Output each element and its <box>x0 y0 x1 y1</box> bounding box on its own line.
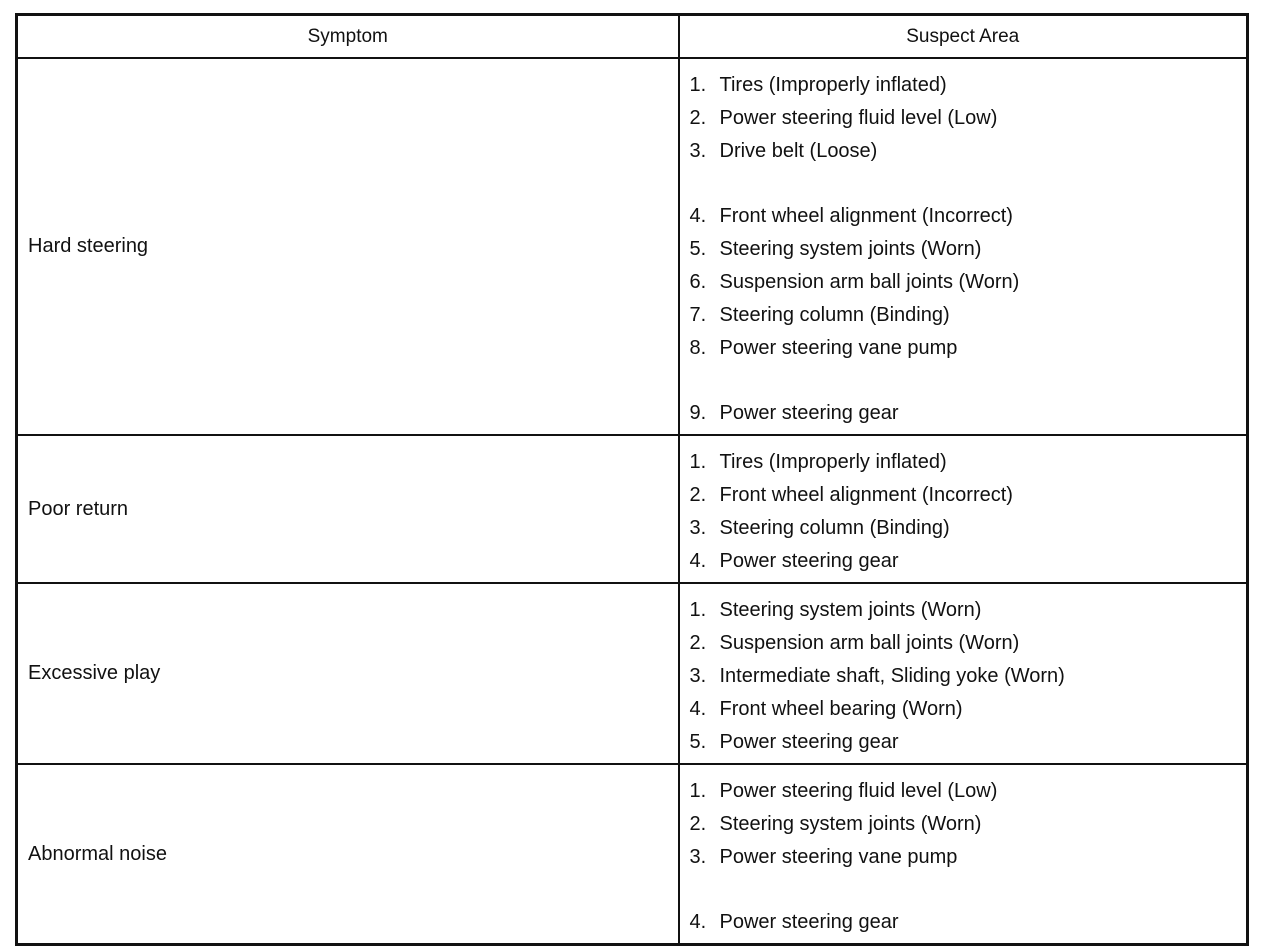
symptom-column-header: Symptom <box>17 15 679 59</box>
item-number: 4. <box>689 550 707 572</box>
list-item <box>680 102 1247 135</box>
list-item <box>680 332 1247 365</box>
list-item <box>680 906 1247 939</box>
item-text: Power steering gear <box>719 911 899 933</box>
suspect-area-cell <box>679 583 1248 764</box>
list-item <box>680 512 1247 545</box>
list-item <box>680 397 1247 430</box>
list-item <box>680 841 1247 874</box>
table-row <box>17 435 1248 583</box>
header-row <box>17 15 1248 59</box>
item-number: 9. <box>689 402 707 424</box>
list-item <box>680 808 1247 841</box>
item-text: Suspension arm ball joints (Worn) <box>719 271 1020 293</box>
list-item <box>680 627 1247 660</box>
list-item <box>680 69 1247 102</box>
item-number: 2. <box>689 107 707 129</box>
list-item <box>680 200 1247 233</box>
suspect-area-cell <box>679 435 1248 583</box>
item-text: Steering system joints (Worn) <box>719 813 982 835</box>
list-item <box>680 545 1247 578</box>
item-text: Power steering gear <box>719 402 899 424</box>
item-number: 5. <box>689 731 707 753</box>
item-text: Power steering gear <box>719 550 899 572</box>
item-text: Steering system joints (Worn) <box>719 599 982 621</box>
list-item <box>680 266 1247 299</box>
item-text: Front wheel alignment (Incorrect) <box>719 205 1013 227</box>
list-item <box>680 233 1247 266</box>
item-number: 7. <box>689 304 707 326</box>
list-item <box>680 693 1247 726</box>
item-text: Tires (Improperly inflated) <box>719 451 947 473</box>
item-text: Power steering vane pump <box>719 846 958 868</box>
list-item <box>680 479 1247 512</box>
list-item <box>680 299 1247 332</box>
item-text: Power steering fluid level (Low) <box>719 780 998 802</box>
table-row <box>17 764 1248 945</box>
item-number: 3. <box>689 140 707 162</box>
suspect-area-cell <box>679 58 1248 435</box>
list-item <box>680 775 1247 808</box>
item-number: 3. <box>689 517 707 539</box>
item-text: Power steering fluid level (Low) <box>719 107 998 129</box>
list-item <box>680 135 1247 168</box>
item-number: 4. <box>689 205 707 227</box>
troubleshooting-table <box>15 13 1249 946</box>
symptom-cell: Hard steering <box>17 58 679 435</box>
item-number: 2. <box>689 484 707 506</box>
item-number: 2. <box>689 813 707 835</box>
item-number: 1. <box>689 599 707 621</box>
item-number: 4. <box>689 698 707 720</box>
list-item <box>680 446 1247 479</box>
item-text: Front wheel alignment (Incorrect) <box>719 484 1013 506</box>
item-text: Drive belt (Loose) <box>719 140 878 162</box>
list-item <box>680 594 1247 627</box>
item-number: 3. <box>689 846 707 868</box>
item-number: 3. <box>689 665 707 687</box>
list-item <box>680 660 1247 693</box>
list-gap <box>680 365 1247 397</box>
item-text: Tires (Improperly inflated) <box>719 74 947 96</box>
suspect-area-cell <box>679 764 1248 945</box>
table-row <box>17 583 1248 764</box>
item-text: Steering column (Binding) <box>719 304 950 326</box>
item-text: Intermediate shaft, Sliding yoke (Worn) <box>719 665 1065 687</box>
table-row <box>17 58 1248 435</box>
item-number: 1. <box>689 74 707 96</box>
item-text: Steering system joints (Worn) <box>719 238 982 260</box>
item-number: 4. <box>689 911 707 933</box>
list-gap <box>680 168 1247 200</box>
item-text: Power steering vane pump <box>719 337 958 359</box>
item-number: 2. <box>689 632 707 654</box>
item-number: 8. <box>689 337 707 359</box>
item-number: 5. <box>689 238 707 260</box>
list-gap <box>680 874 1247 906</box>
item-number: 1. <box>689 780 707 802</box>
item-text: Suspension arm ball joints (Worn) <box>719 632 1020 654</box>
symptom-cell: Excessive play <box>17 583 679 764</box>
item-text: Steering column (Binding) <box>719 517 950 539</box>
item-number: 1. <box>689 451 707 473</box>
suspect-area-column-header: Suspect Area <box>679 15 1248 59</box>
symptom-cell: Abnormal noise <box>17 764 679 945</box>
list-item <box>680 726 1247 759</box>
item-number: 6. <box>689 271 707 293</box>
item-text: Power steering gear <box>719 731 899 753</box>
item-text: Front wheel bearing (Worn) <box>719 698 963 720</box>
troubleshooting-sheet <box>15 13 1246 946</box>
symptom-cell: Poor return <box>17 435 679 583</box>
